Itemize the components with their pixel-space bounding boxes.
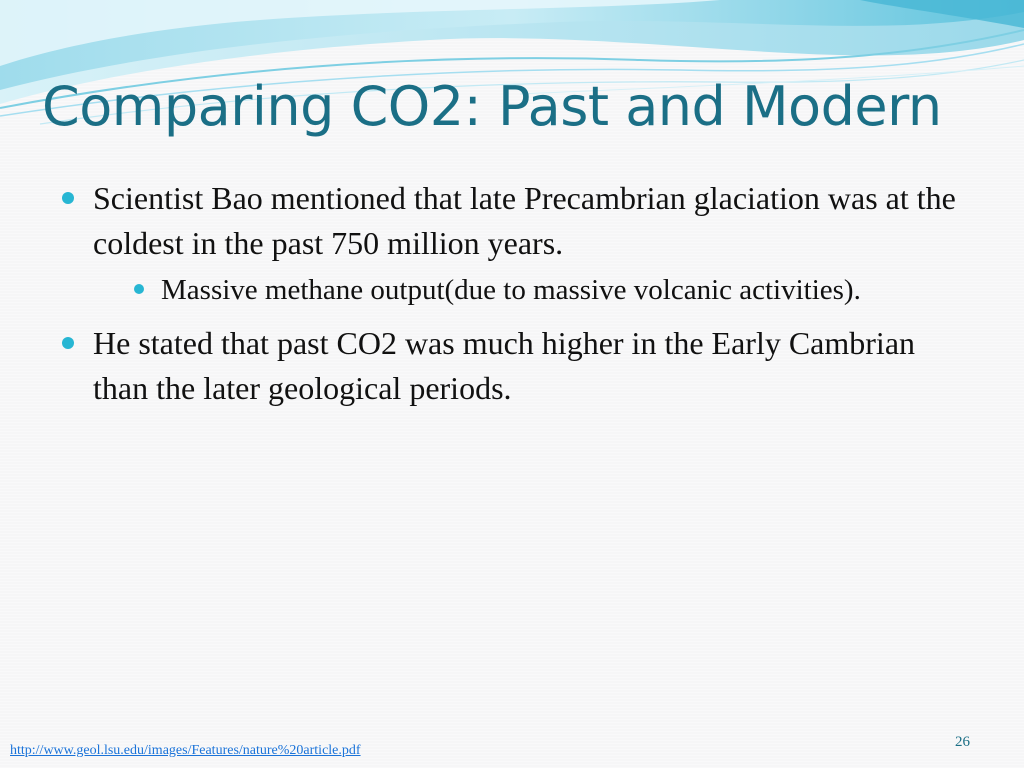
page-number: 26	[955, 734, 970, 750]
bullet-item	[62, 321, 962, 411]
bullet-dot-icon	[62, 337, 74, 349]
sub-bullet-item	[134, 270, 962, 311]
bullet-dot-icon	[134, 284, 144, 294]
bullet-item	[62, 176, 962, 266]
source-link[interactable]: http://www.geol.lsu.edu/images/Features/nature%20article.pdf	[10, 743, 361, 758]
bullet-dot-icon	[62, 192, 74, 204]
slide-title: Comparing CO2: Past and Modern	[42, 75, 942, 138]
bullet-list	[62, 176, 962, 415]
bullet-text: He stated that past CO2 was much higher in the Early Cambrian than the later geological periods.	[93, 325, 916, 406]
sub-bullet-text: Massive methane output(due to massive volcanic activities).	[161, 274, 861, 306]
bullet-text: Scientist Bao mentioned that late Precambrian glaciation was at the coldest in the past 750 million years.	[93, 180, 956, 261]
